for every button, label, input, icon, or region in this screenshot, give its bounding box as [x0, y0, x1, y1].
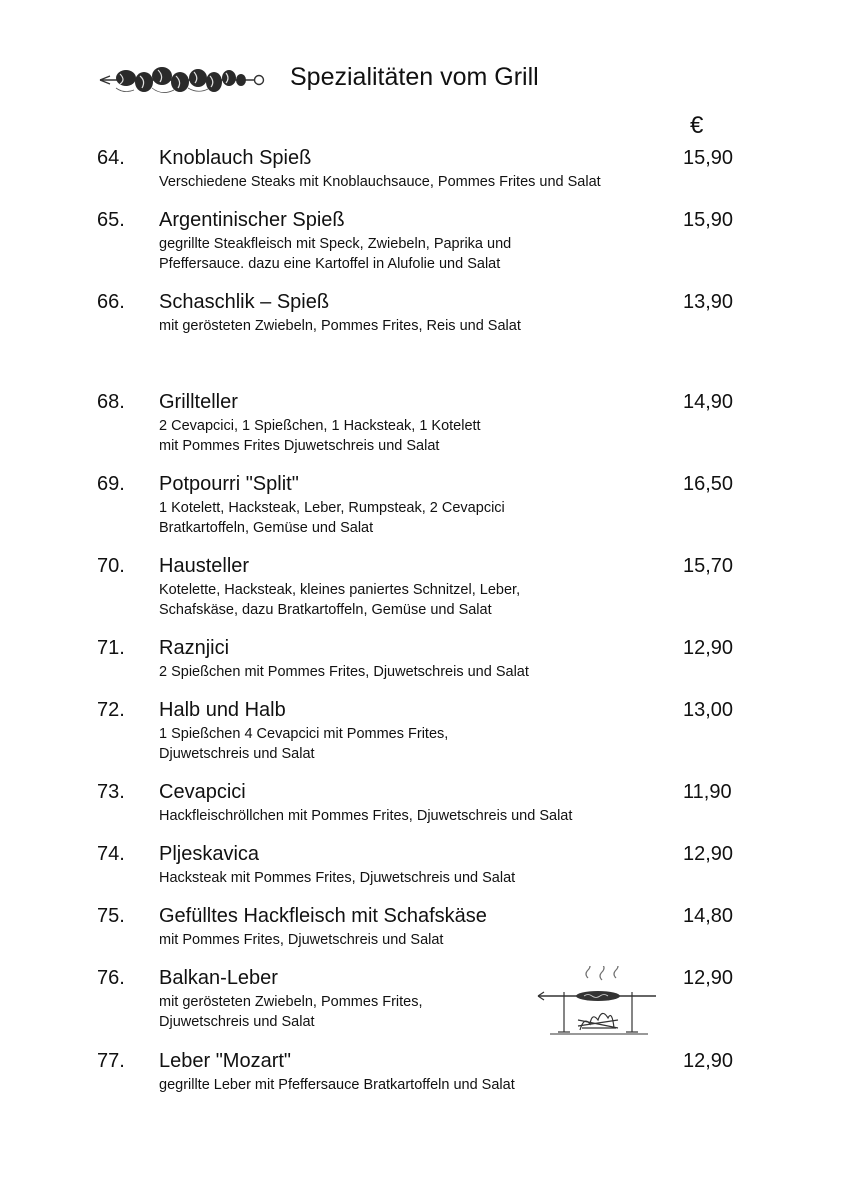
item-price: 15,70 [683, 555, 734, 577]
rotisserie-grill-icon [536, 966, 660, 1038]
currency-symbol: € [690, 112, 704, 139]
item-number: 69. [97, 473, 125, 495]
item-number: 76. [97, 967, 125, 989]
item-name: Potpourri "Split" [159, 473, 299, 495]
item-number: 68. [97, 391, 125, 413]
item-price: 13,90 [683, 291, 734, 313]
description-line: Schafskäse, dazu Bratkartoffeln, Gemüse und Salat [159, 602, 492, 618]
description-line: 1 Kotelett, Hacksteak, Leber, Rumpsteak, 2 Cevapcici [159, 500, 505, 516]
item-description [159, 1075, 515, 1095]
description-line: mit gerösteten Zwiebeln, Pommes Frites, [159, 994, 423, 1010]
description-line: mit Pommes Frites, Djuwetschreis und Salat [159, 932, 444, 948]
item-description [159, 806, 572, 826]
item-description [159, 580, 520, 620]
item-name: Halb und Halb [159, 699, 286, 721]
item-name: Pljeskavica [159, 843, 260, 865]
item-name: Balkan-Leber [159, 967, 278, 989]
item-number: 66. [97, 291, 125, 313]
item-description [159, 172, 601, 192]
description-line: Kotelette, Hacksteak, kleines paniertes Schnitzel, Leber, [159, 582, 521, 598]
item-price: 11,90 [683, 781, 732, 803]
description-line: Hacksteak mit Pommes Frites, Djuwetschreis und Salat [159, 870, 516, 886]
item-price: 14,80 [683, 905, 734, 927]
item-price: 12,90 [683, 637, 734, 659]
item-description [159, 724, 448, 764]
item-price: 15,90 [683, 209, 734, 231]
description-line: Djuwetschreis und Salat [159, 746, 315, 762]
item-price: 15,90 [683, 147, 734, 169]
description-line: Djuwetschreis und Salat [159, 1014, 315, 1030]
description-line: 1 Spießchen 4 Cevapcici mit Pommes Frites, [159, 726, 449, 742]
description-line: gegrillte Leber mit Pfeffersauce Bratkartoffeln und Salat [159, 1077, 515, 1093]
item-number: 71. [97, 637, 125, 659]
item-description [159, 234, 511, 274]
item-number: 70. [97, 555, 125, 577]
item-number: 75. [97, 905, 125, 927]
item-price: 12,90 [683, 843, 734, 865]
item-description [159, 416, 481, 456]
item-price: 14,90 [683, 391, 734, 413]
item-name: Grillteller [159, 391, 238, 413]
item-name: Hausteller [159, 555, 250, 577]
description-line: mit gerösteten Zwiebeln, Pommes Frites, Reis und Salat [159, 318, 521, 334]
item-number: 77. [97, 1050, 125, 1072]
item-name: Schaschlik – Spieß [159, 291, 330, 313]
description-line: 2 Spießchen mit Pommes Frites, Djuwetschreis und Salat [159, 664, 529, 680]
item-number: 65. [97, 209, 125, 231]
description-line: 2 Cevapcici, 1 Spießchen, 1 Hacksteak, 1 Kotelett [159, 418, 481, 434]
item-name: Argentinischer Spieß [159, 209, 345, 231]
item-name: Gefülltes Hackfleisch mit Schafskäse [159, 905, 487, 927]
item-name: Cevapcici [159, 781, 246, 803]
skewer-icon [96, 58, 268, 102]
item-name: Raznjici [159, 637, 230, 659]
item-description [159, 930, 443, 950]
item-description [159, 868, 515, 888]
item-number: 72. [97, 699, 125, 721]
item-description [159, 662, 529, 682]
item-price: 16,50 [683, 473, 734, 495]
description-line: gegrillte Steakfleisch mit Speck, Zwiebeln, Paprika und [159, 236, 512, 252]
item-number: 64. [97, 147, 125, 169]
description-line: Verschiedene Steaks mit Knoblauchsauce, Pommes Frites und Salat [159, 174, 601, 190]
description-line: Bratkartoffeln, Gemüse und Salat [159, 520, 374, 536]
item-number: 74. [97, 843, 125, 865]
item-description [159, 316, 521, 336]
item-name: Leber "Mozart" [159, 1050, 292, 1072]
item-name: Knoblauch Spieß [159, 147, 312, 169]
item-number: 73. [97, 781, 125, 803]
item-price: 12,90 [683, 967, 734, 989]
item-description [159, 498, 505, 538]
page-title: Spezialitäten vom Grill [290, 63, 539, 91]
description-line: Pfeffersauce. dazu eine Kartoffel in Alufolie und Salat [159, 256, 501, 272]
page-header [96, 58, 696, 102]
item-price: 13,00 [683, 699, 734, 721]
description-line: Hackfleischröllchen mit Pommes Frites, Djuwetschreis und Salat [159, 808, 573, 824]
item-price: 12,90 [683, 1050, 734, 1072]
item-description [159, 992, 423, 1032]
description-line: mit Pommes Frites Djuwetschreis und Salat [159, 438, 440, 454]
